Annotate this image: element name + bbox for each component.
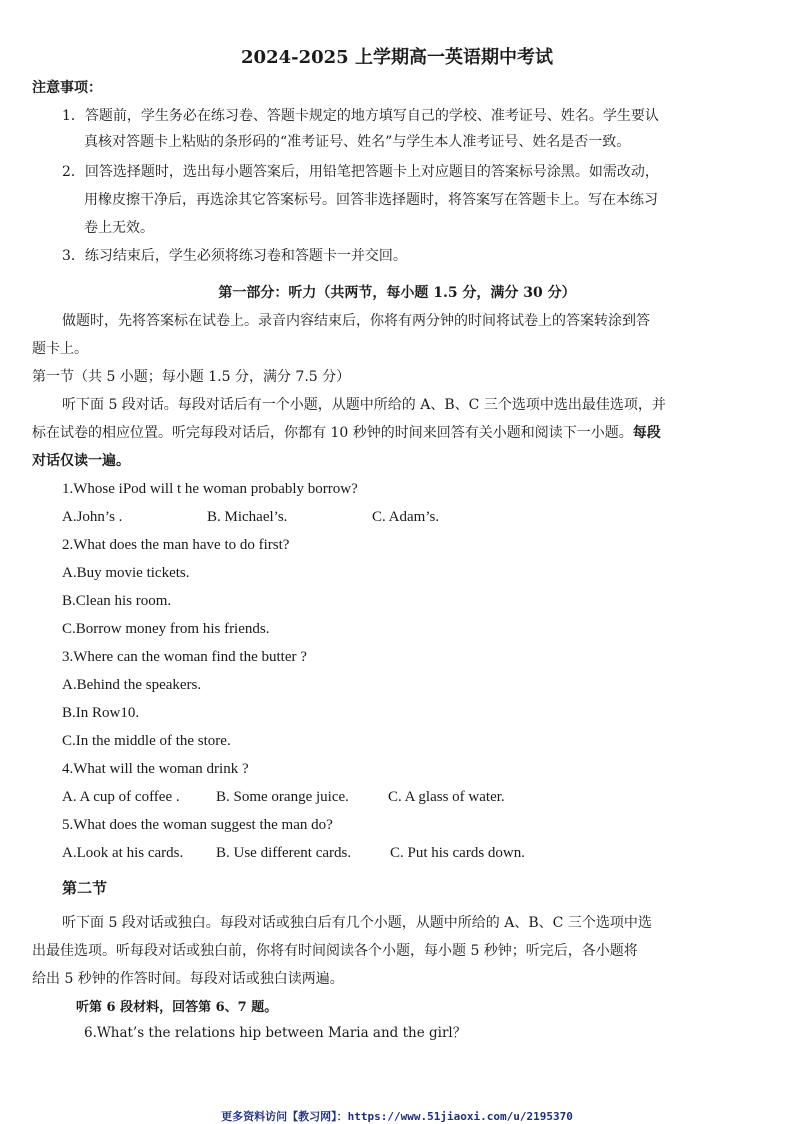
material-6-heading: 听第 6 段材料，回答第 6、7 题。: [76, 1000, 278, 1015]
notice-item-1-line-2: 真核对答题卡上粘贴的条形码的“准考证号、姓名”与学生本人准考证号、姓名是否一致。: [84, 134, 631, 150]
section1-intro-line-2: [32, 423, 661, 443]
section2-heading: 第二节: [62, 879, 108, 897]
notice-item-2-line-1: 2．回答选择题时，选出每小题答案后，用铅笔把答题卡上对应题目的答案标号涂黑。如需改动，: [62, 164, 659, 180]
part1-intro-line-2: 题卡上。: [32, 341, 88, 357]
part1-heading: 第一部分：听力（共两节，每小题 1.5 分，满分 30 分）: [218, 285, 576, 301]
question-4-option-a: A. A cup of coffee .: [62, 789, 180, 805]
notice-heading: 注意事项：: [32, 80, 102, 96]
question-2-stem: 2.What does the man have to do first?: [62, 537, 290, 553]
footer-link[interactable]: 更多资料访问【教习网】：https://www.51jiaoxi.com/u/2195370: [221, 1110, 573, 1123]
question-5-stem: 5.What does the woman suggest the man do?: [62, 817, 333, 833]
question-5-option-c: C. Put his cards down.: [390, 845, 525, 861]
question-4-option-c: C. A glass of water.: [388, 789, 505, 805]
question-1-option-b: B. Michael’s.: [207, 509, 288, 525]
question-5-option-a: A.Look at his cards.: [62, 845, 184, 861]
section2-intro-line-2: 出最佳选项。听每段对话或独白前，你将有时间阅读各个小题，每小题 5 秒钟；听完后，各小题将: [32, 943, 638, 959]
question-2-option-b: B.Clean his room.: [62, 593, 172, 609]
notice-item-2-line-2: 用橡皮擦干净后，再选涂其它答案标号。回答非选择题时，将答案写在答题卡上。写在本练习: [84, 192, 658, 208]
question-2-option-a: A.Buy movie tickets.: [62, 565, 190, 581]
notice-item-2-line-3: 卷上无效。: [84, 220, 154, 236]
question-1-stem: 1.Whose iPod will t he woman probably borrow?: [62, 481, 358, 497]
exam-title: 2024-2025 上学期高一英语期中考试: [241, 47, 553, 68]
notice-item-1-line-1: 1．答题前，学生务必在练习卷、答题卡规定的地方填写自己的学校、准考证号、姓名。学生要认: [62, 108, 659, 124]
part1-intro-line-1: 做题时，先将答案标在试卷上。录音内容结束后，你将有两分钟的时间将试卷上的答案转涂到答: [62, 313, 650, 329]
question-4-stem: 4.What will the woman drink ?: [62, 761, 249, 777]
section2-intro-line-1: 听下面 5 段对话或独白。每段对话或独白后有几个小题，从题中所给的 A、B、C 三个选项中选: [62, 915, 652, 931]
notice-item-3: 3．练习结束后，学生必须将练习卷和答题卡一并交回。: [62, 248, 407, 264]
question-6-stem: 6.What’s the relations hip between Maria and the girl？: [84, 1025, 467, 1041]
question-1-option-a: A.John’s .: [62, 509, 123, 525]
section1-intro-line-2-bold: 每段: [632, 425, 661, 441]
question-4-option-b: B. Some orange juice.: [216, 789, 349, 805]
question-3-option-a: A.Behind the speakers.: [62, 677, 202, 693]
question-2-option-c: C.Borrow money from his friends.: [62, 621, 270, 637]
section2-intro-line-3: 给出 5 秒钟的作答时间。每段对话或独白读两遍。: [32, 971, 344, 987]
question-3-option-b: B.In Row10.: [62, 705, 140, 721]
section1-intro-line-1: 听下面 5 段对话。每段对话后有一个小题，从题中所给的 A、B、C 三个选项中选出最佳选项，并: [62, 397, 666, 413]
section1-heading: 第一节（共 5 小题；每小题 1.5 分，满分 7.5 分）: [32, 369, 351, 385]
question-5-option-b: B. Use different cards.: [216, 845, 352, 861]
section1-intro-line-3: 对话仅读一遍。: [32, 453, 130, 469]
section1-intro-line-2-text: 标在试卷的相应位置。听完每段对话后，你都有 10 秒钟的时间来回答有关小题和阅读下一小题。: [32, 425, 633, 441]
question-3-stem: 3.Where can the woman find the butter ?: [62, 649, 307, 665]
question-1-option-c: C. Adam’s.: [372, 509, 440, 525]
question-3-option-c: C.In the middle of the store.: [62, 733, 231, 749]
